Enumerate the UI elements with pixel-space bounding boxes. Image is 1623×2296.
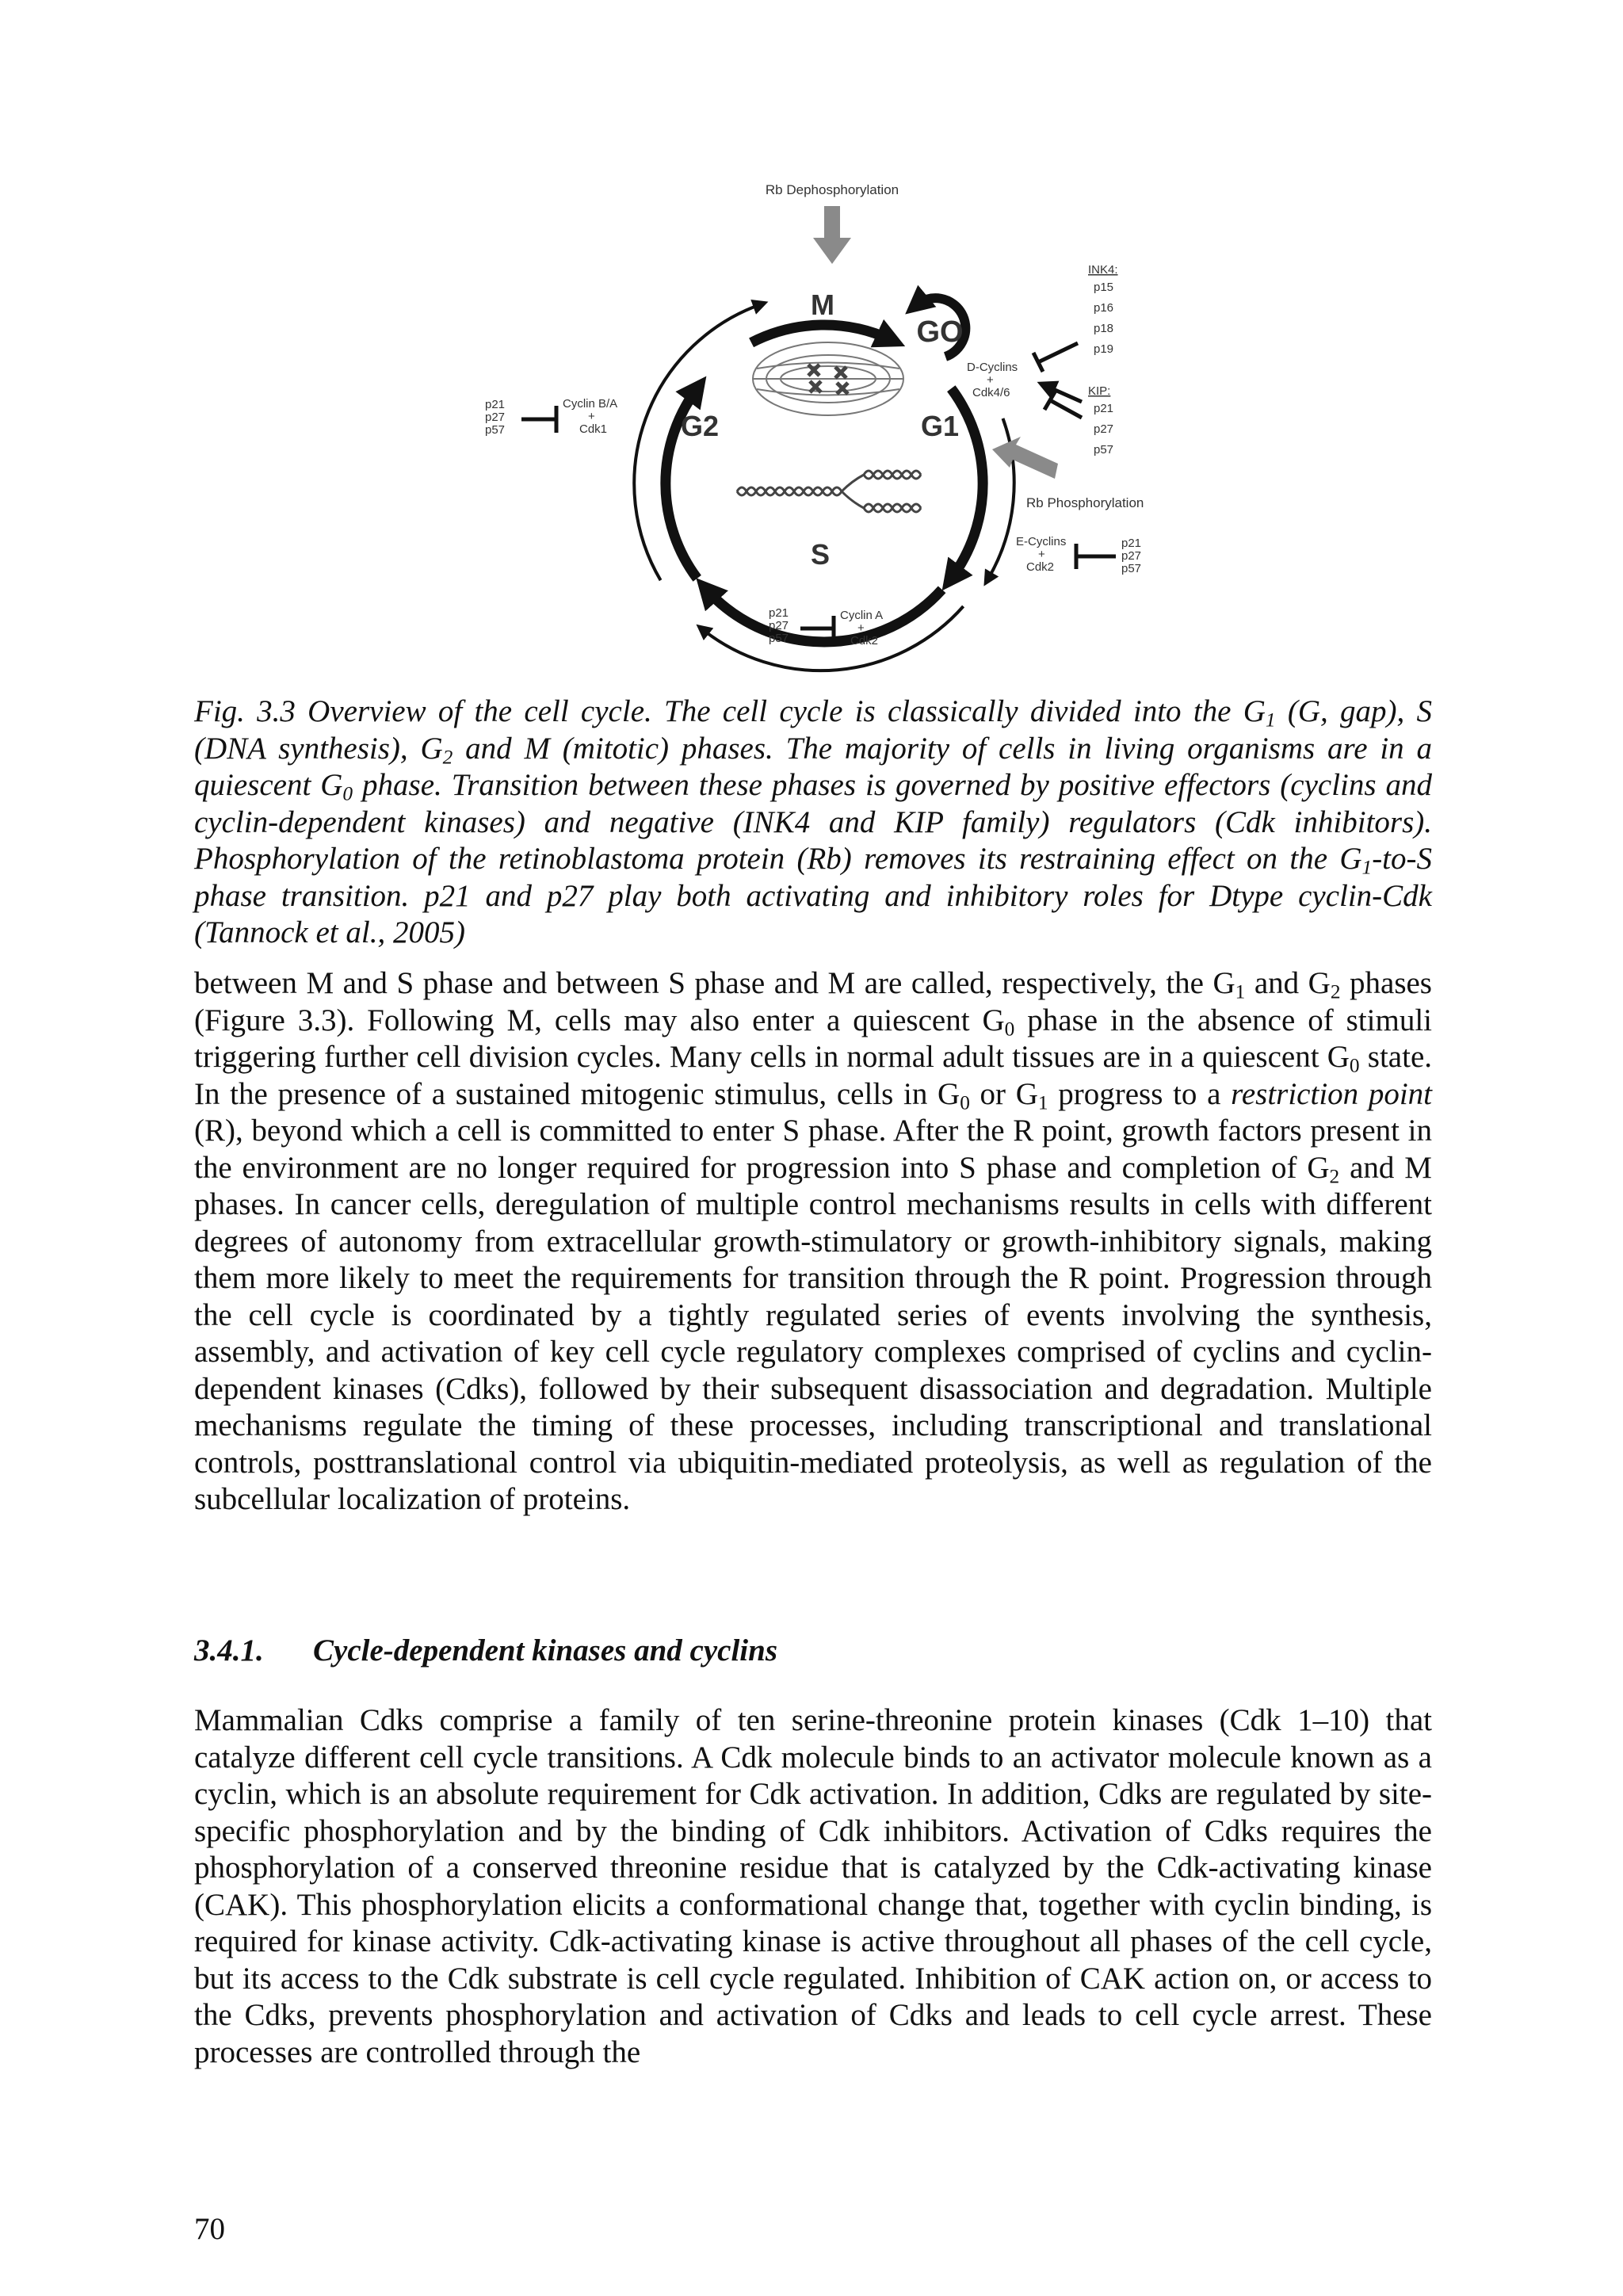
- s-phase-label: S: [810, 538, 831, 571]
- page-number: 70: [194, 2212, 225, 2246]
- e-cyclins-label: E-Cyclins: [1016, 535, 1067, 548]
- restriction-point-term: restriction point: [1231, 1076, 1433, 1111]
- paragraph-text: and M phases. In cancer cells, deregulation of multiple control mechanisms results in cells with different degrees of autonomy from extracellular growth-stimulatory or growth-inhibitory signals, making them more likely to meet the requirements for transition through the R point. Progression through the cell cycle is coordinated by a tightly regulated series of events involving the synthesis, assembly, and activation of key cell cycle regulatory complexes comprised of cyclins and cyclin-dependent kinases (Cdks), followed by their subsequent disassociation and degradation. Multiple mechanisms regulate the timing of these processes, including transcriptional and translational controls, posttranslational control via ubiquitin-mediated proteolysis, as well as regulation of the subcellular localization of proteins.: [194, 1150, 1432, 1516]
- plus-sign-e: +: [1038, 548, 1045, 561]
- caption-text: phase. Transition between these phases is governed by positive effectors (cyclins and cyclin-dependent kinases) and negative (INK4 and KIP family) regulators (Cdk inhibitors). Phosphorylation of the retinoblastoma protein (Rb) removes its restraining effect on the G: [194, 768, 1432, 876]
- inhibitor-p21-left: p21: [485, 398, 506, 411]
- paragraph-text: phases (Figure 3.3). Following M, cells may also enter a quiescent G: [194, 966, 1432, 1037]
- caption-subscript: 1: [1265, 709, 1276, 732]
- s-phase-arc: [706, 590, 941, 642]
- body-paragraph-2: Mammalian Cdks comprise a family of ten serine-threonine protein kinases (Cdk 1–10) that catalyze different cell cycle transitions. A Cdk molecule binds to an activator molecule known as a cyclin, which is an absolute requirement for Cdk activation. In addition, Cdks are regulated by site-specific phosphorylation and by the binding of Cdk inhibitors. Activation of Cdks requires the phosphorylation of a conserved threonine residue that is catalyzed by the Cdk-activating kinase (CAK). This phosphorylation elicits a conformational change that, together with cyclin binding, is required for kinase activity. Cdk-activating kinase is active throughout all phases of the cell cycle, but its access to the Cdk substrate is cell cycle regulated. Inhibition of CAK action on, or access to the Cdks, prevents phosphorylation and activation of Cdks and leads to cell cycle arrest. These processes are controlled through the: [194, 1703, 1432, 2069]
- paragraph-subscript: 0: [960, 1091, 970, 1114]
- inhibitor-p19: p19: [1094, 342, 1114, 356]
- g0-label: GO: [916, 315, 964, 349]
- paragraph-subscript: 1: [1037, 1091, 1048, 1114]
- ink4-label: INK4:: [1088, 263, 1118, 277]
- plus-sign-bottom: +: [857, 621, 865, 635]
- plus-sign-d: +: [987, 373, 994, 387]
- inhibitor-p27-right: p27: [1121, 549, 1142, 563]
- inhibitor-p18: p18: [1094, 322, 1114, 335]
- inhibitor-p21-bottom: p21: [769, 606, 789, 620]
- inhibitor-p57-right: p57: [1121, 562, 1142, 575]
- cyclin-a-label: Cyclin A: [840, 609, 884, 622]
- body-paragraph-1: [194, 965, 1432, 1519]
- rb-phosphorylation-arrow: [992, 437, 1058, 479]
- cell-cycle-figure: [444, 170, 1173, 678]
- inhibitor-p57-kip: p57: [1094, 443, 1114, 457]
- inhibitor-p21-right: p21: [1121, 537, 1142, 550]
- caption-subscript: 0: [342, 782, 353, 805]
- paragraph-subscript: 2: [1329, 1164, 1340, 1187]
- paragraph-text: phase in the absence of stimuli triggering further cell division cycles. Many cells in normal adult tissues are in a quiescent G: [194, 1003, 1432, 1074]
- cell-cycle-arcs: [634, 304, 1014, 670]
- cdk46-label: Cdk4/6: [972, 386, 1010, 399]
- m-phase-arc: [751, 325, 891, 342]
- dna-replication-illustration: [737, 471, 921, 512]
- inhibitor-p16: p16: [1094, 301, 1114, 315]
- m-phase-label: M: [811, 288, 834, 321]
- d-cyclin-regulation: [967, 263, 1118, 457]
- inhibition-bar-left: [521, 406, 556, 433]
- inhibitor-p27-left: p27: [485, 411, 506, 424]
- section-number: 3.4.1.: [194, 1633, 264, 1668]
- caption-text: (G, gap), S (DNA synthesis), G: [194, 694, 1433, 766]
- figure-caption: [194, 693, 1432, 952]
- paragraph-subscript: 1: [1235, 980, 1246, 1003]
- paragraph-subscript: 0: [1349, 1054, 1360, 1077]
- inhibitor-p27-kip: p27: [1094, 422, 1114, 436]
- g0-loop: [916, 298, 965, 357]
- ink4-inhibition-bar: [1033, 343, 1078, 372]
- cdk2-label-bottom: Cdk2: [850, 634, 879, 648]
- cyclin-ba-regulation: [485, 397, 617, 437]
- paragraph-subscript: 0: [1004, 1017, 1015, 1040]
- inhibitor-p21-kip: p21: [1094, 402, 1114, 415]
- paragraph-text: state. In the presence of a sustained mitogenic stimulus, cells in G: [194, 1040, 1433, 1111]
- caption-text: Fig. 3.3 Overview of the cell cycle. The cell cycle is classically divided into the G: [194, 694, 1266, 728]
- cyclin-ba-label: Cyclin B/A: [563, 397, 618, 411]
- rb-phosphorylation-label: Rb Phosphorylation: [1026, 495, 1144, 510]
- inhibition-bar-right: [1076, 544, 1116, 569]
- section-heading: [194, 1633, 777, 1668]
- inhibitor-p27-bottom: p27: [769, 619, 789, 632]
- section-title: Cycle-dependent kinases and cyclins: [313, 1633, 778, 1668]
- caption-text: -to-S phase transition. p21 and p27 play both activating and inhibitory roles for Dtype cyclin-Cdk (Tannock et al., 2005): [194, 842, 1432, 949]
- e-cyclin-regulation: [1016, 535, 1141, 575]
- paragraph-text: (R), beyond which a cell is committed to enter S phase. After the R point, growth factors present in the environment are no longer required for progression into S phase and completion of G: [194, 1114, 1432, 1185]
- g2-phase-label: G2: [680, 410, 720, 442]
- inhibitor-p57-bottom: p57: [769, 632, 789, 645]
- rb-dephosphorylation-arrow: [813, 206, 851, 264]
- caption-subscript: 1: [1361, 856, 1373, 879]
- paragraph-text: or G: [969, 1076, 1038, 1111]
- cdk1-label: Cdk1: [579, 422, 608, 436]
- d-cyclins-label: D-Cyclins: [967, 361, 1018, 374]
- paragraph-text: and G: [1245, 966, 1331, 1000]
- paragraph-subscript: 2: [1330, 980, 1341, 1003]
- outer-arc-left: [634, 304, 761, 580]
- mitotic-spindle-illustration: [753, 342, 903, 415]
- plus-sign-left: +: [588, 410, 595, 423]
- paragraph-text: progress to a: [1048, 1076, 1232, 1111]
- g1-phase-label: G1: [920, 410, 960, 442]
- caption-subscript: 2: [442, 745, 453, 768]
- inhibitor-p57-left: p57: [485, 423, 506, 437]
- paragraph-text: between M and S phase and between S phase and M are called, respectively, the G: [194, 966, 1235, 1000]
- cdk2-label-right: Cdk2: [1026, 560, 1055, 574]
- rb-dephosphorylation-label: Rb Dephosphorylation: [765, 182, 899, 197]
- caption-text: and M (mitotic) phases. The majority of cells in living organisms are in a quiescent G: [194, 731, 1432, 802]
- inhibitor-p15: p15: [1094, 281, 1114, 294]
- kip-label: KIP:: [1088, 384, 1111, 398]
